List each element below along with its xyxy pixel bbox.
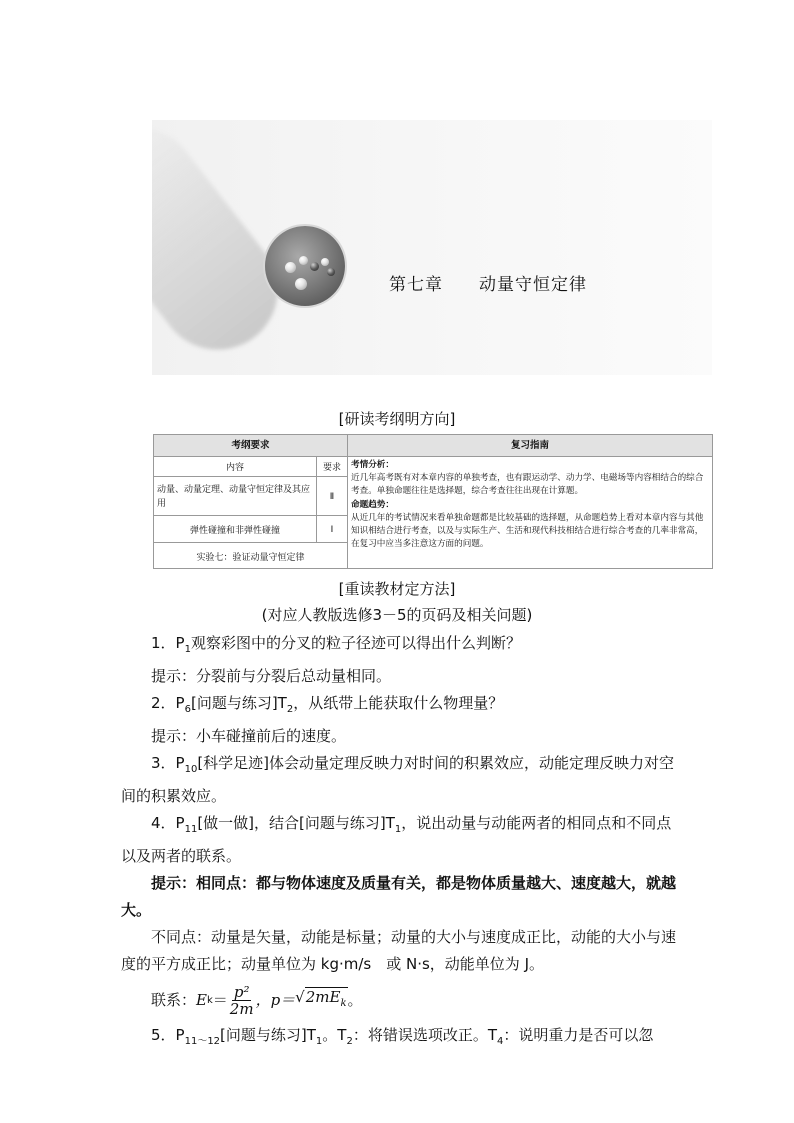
guide-text-analysis: 近几年高考既有对本章内容的单独考查，也有跟运动学、动力学、电磁场等内容相结合的综合考查。单独命题往往是选择题，综合考查往往出现在计算题。 [351,473,704,497]
table-row-requirement: Ⅰ [317,517,347,543]
col-header-content: 内容 [154,457,316,477]
section-subtitle: (对应人教版选修3－5的页码及相关问题) [261,606,533,624]
answer-2: 提示：小车碰撞前后的速度。 [151,727,347,745]
table-row-content: 弹性碰撞和非弹性碰撞 [154,517,316,543]
guide-label-analysis: 考情分析： [351,460,394,470]
chapter-banner [152,120,712,375]
guide-label-trend: 命题趋势： [351,499,394,510]
table-row-content: 动量、动量定理、动量守恒定律及其应用 [154,478,316,516]
chapter-name: 动量守恒定律 [479,275,587,295]
question-1: 1．$P_1$观察彩图中的分叉的粒子径迹可以得出什么判断？ [151,634,521,655]
section-heading-textbook: [重读教材定方法] [338,580,456,598]
question-5: 5．$P_{11\sim 12}$[问题与练习]$T_1$。$T_2$：将错误选项改正。$T_4$：说明重力是否可以忽 [151,1026,654,1047]
table-row-content: 实验七：验证动量守恒定律 [196,552,305,563]
answer-1: 提示：分裂前与分裂后总动量相同。 [151,667,392,685]
review-guide-text [351,459,708,551]
question-2: 2．$P_6$[问题与练习]$T_2$，从纸带上能获取什么物理量？ [151,694,504,715]
section-heading-outline: [研读考纲明方向] [338,410,456,428]
chapter-title [389,270,587,295]
guide-text-trend: 从近几年的考试情况来看单独命题都是比较基础的选择题，从命题趋势上看对本章内容与其他知识相结合进行考查，以及与实际生产、生活和现代科技相结合进行综合考查的几率非常高，在复习中应当多注意这方面的问题。 [351,512,704,550]
table-divider [316,457,317,543]
question-4: 4．$P_{11}$[做一做]，结合[问题与练习]$T_1$，说出动量与动能两者的相同点和不同点以及两者的联系。 [121,814,672,865]
table-header-requirements: 考纲要求 [154,435,348,457]
table-row-requirement: Ⅱ [317,478,347,516]
chapter-illustration-marbles [265,226,345,306]
chapter-label: 第七章 [389,275,443,295]
question-3: 3．$P_{10}$[科学足迹]体会动量定理反映力对时间的积累效应，动能定理反映力对空间的积累效应。 [121,754,675,805]
table-header-guide: 复习指南 [348,435,712,457]
table-divider [347,435,348,568]
question-list [121,630,677,1055]
momentum-energy-formula: 联系： E k ＝ $\frac{\text{p²}}{2m}$ ，p＝ $√2mE_k$ 。 [151,982,363,1018]
answer-4-diff: 不同点：动量是矢量，动能是标量；动量的大小与速度成正比，动能的大小与速度的平方成正比；动量单位为 kg·m/s 或 N·s，动能单位为 J。 [121,928,677,973]
answer-4-same: 提示：相同点：都与物体速度及质量有关，都是物体质量越大、速度越大，就越大。 [121,874,677,919]
exam-outline-table [153,434,713,569]
col-header-requirement: 要求 [317,457,347,477]
